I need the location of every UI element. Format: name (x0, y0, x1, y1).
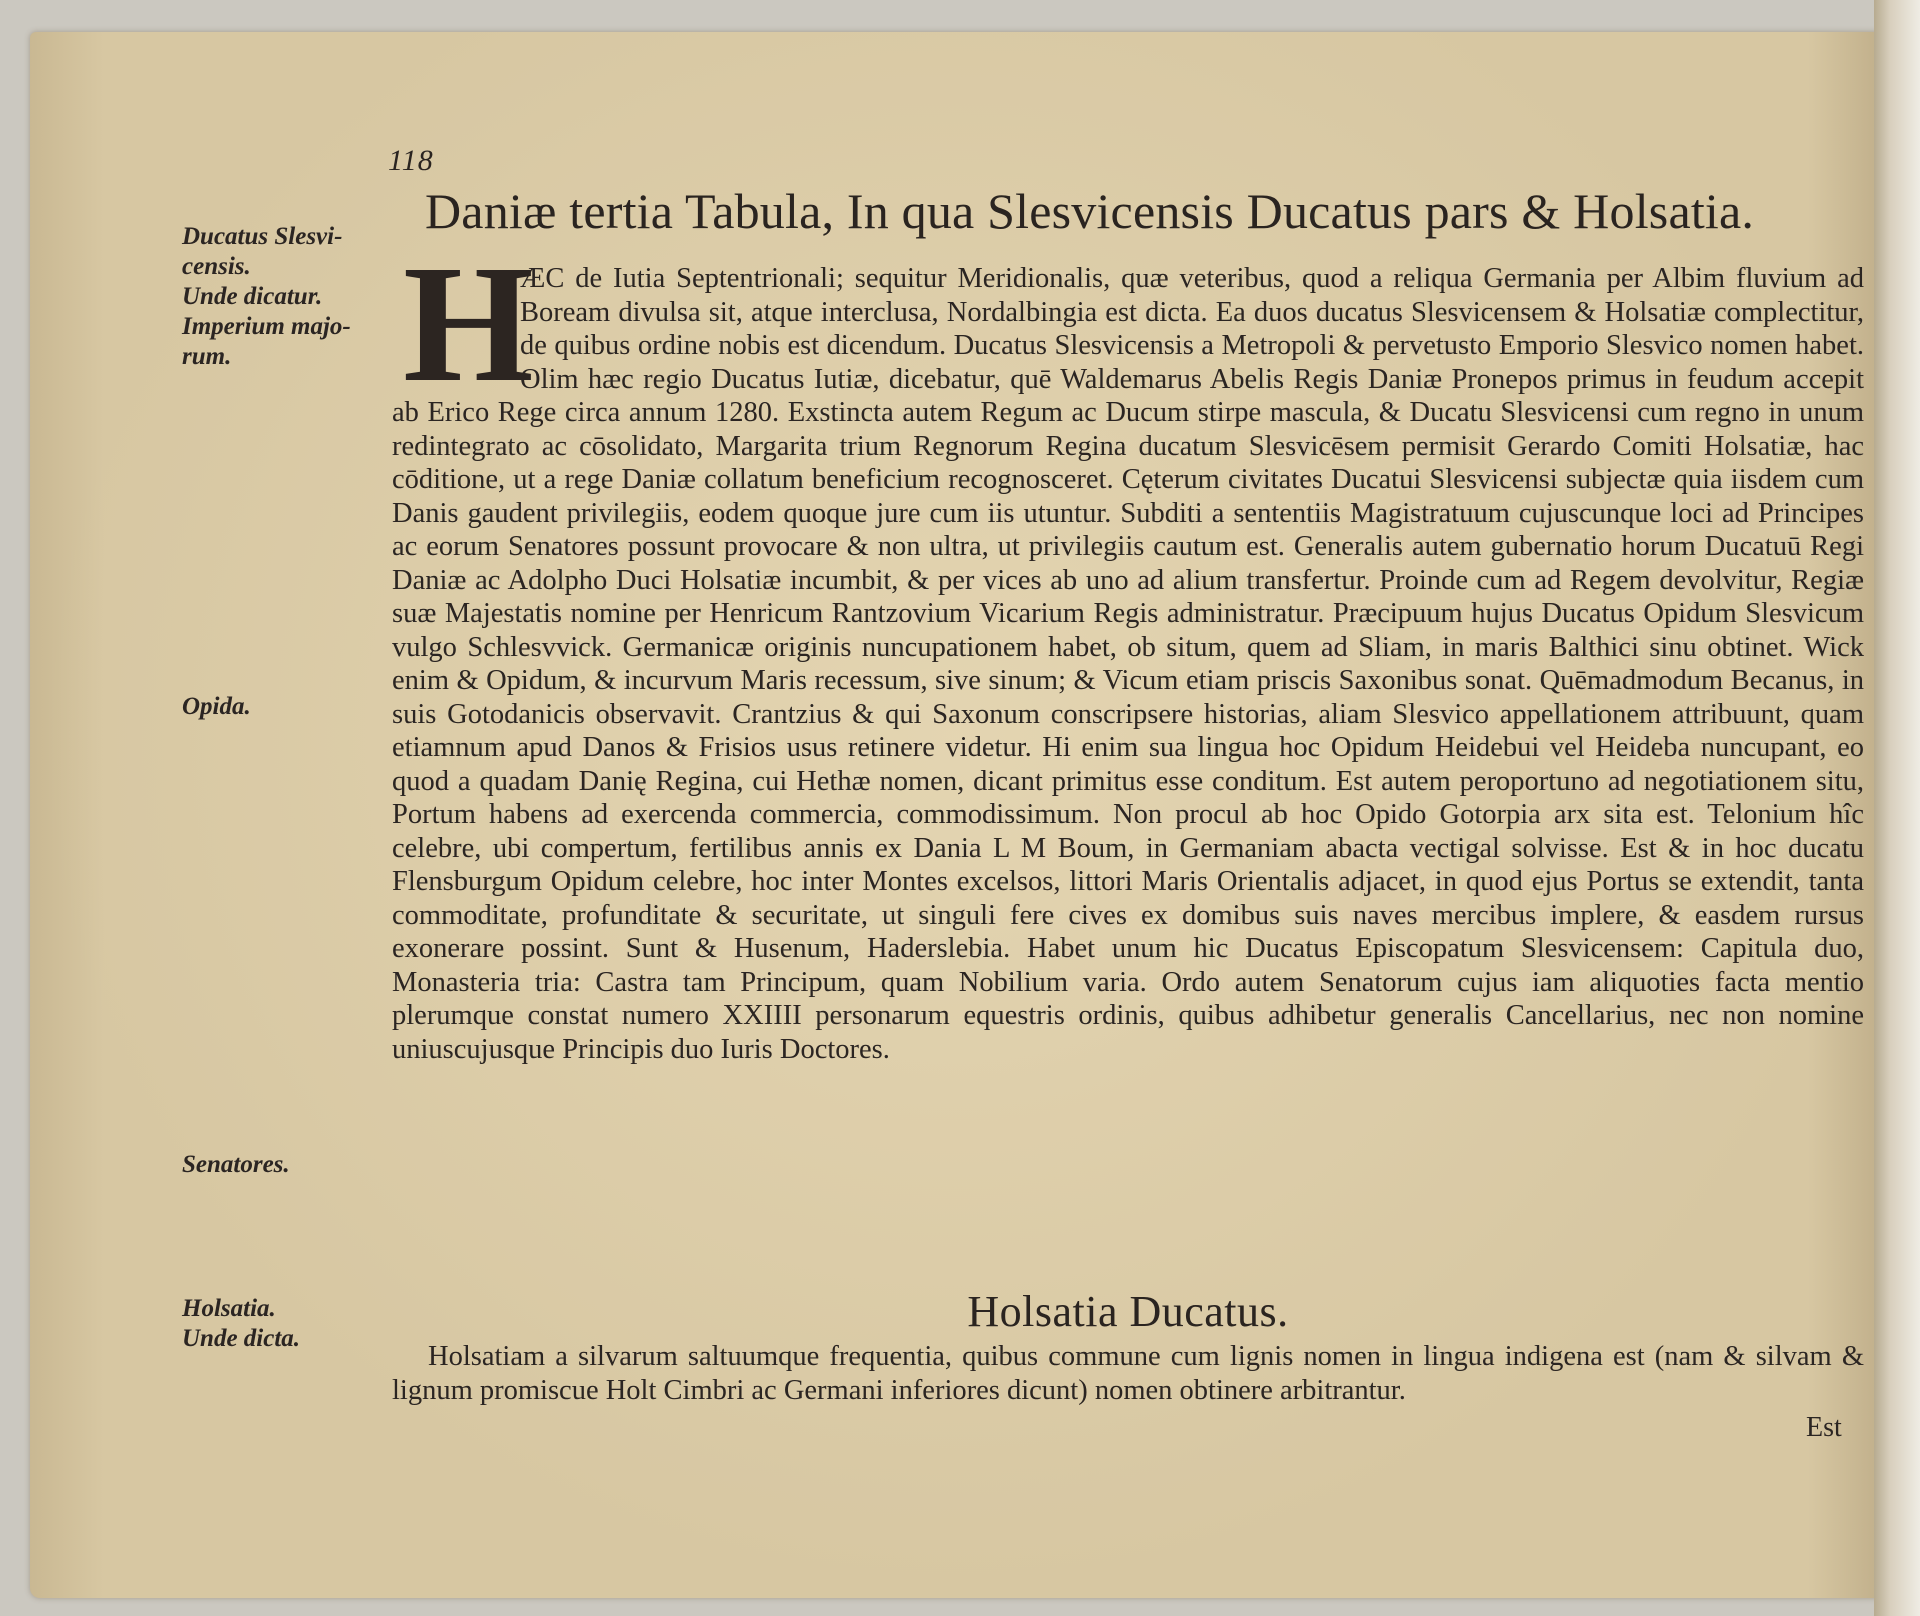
holsatia-paragraph: Holsatiam a silvarum saltuumque frequentia, quibus commune cum lignis nomen in lingua indigena est (nam & silvam & lignum promiscue Holt Cimbri ac Germani inferiores dicunt) nomen obtinere arbitrantur. (392, 1341, 1864, 1406)
margin-note-line: censis. (182, 253, 251, 280)
paragraph-text: ÆC de Iutia Septentrionali; sequitur Meridionalis, quæ veteribus, quod a reliqua Germania per Albim fluvium ad Boream divulsa sit, atque interclusa, Nordalbingia est dicta. Ea duos ducatus Slesvicensem & Holsatiæ complectitur, de quibus ordine nobis est dicendum. Ducatus Slesvicensis a Metropoli & pervetusto Emporio Slesvico nomen habet. Olim hæc regio Ducatus Iutiæ, dicebatur, quē Waldemarus Abelis Regis Daniæ Pronepos primus in feudum accepit ab Erico Rege circa annum 1280. Exstincta autem Regum ac Ducum stirpe mascula, & Ducatu Slesvicensi cum regno in unum redintegrato ac cōsolidato, Margarita trium Regnorum Regina ducatum Slesvicēsem permisit Gerardo Comiti Holsatiæ, hac cōditione, ut a rege Daniæ collatum beneficium recognosceret. Cęterum civitates Ducatui Slesvicensi subjectæ quia iisdem cum Danis gaudent privilegiis, eodem quoque jure cum iis utuntur. Subditi a sententiis Magistratuum cujuscunque loci ad Principes ac eorum Senatores possunt provocare & non ultra, ut privilegiis cautum est. Generalis autem gubernatio horum Ducatuū Regi Daniæ ac Adolpho Duci Holsatiæ incumbit, & per vices ab uno ad alium transfertur. Proinde cum ad Regem devolvitur, Regiæ suæ Majestatis nomine per Henricum Rantzovium Vicarium Regis administratur. Præcipuum hujus Ducatus Opidum Slesvicum vulgo Schlesvvick. Germanicæ originis nuncupationem habet, ob situm, quem ad Sliam, in maris Balthici sinu obtinet. Wick enim & Opidum, & incurvum Maris recessum, sive sinum; & Vicum etiam priscis Saxonibus sonat. Quēmadmodum Becanus, in suis Gotodanicis observavit. Crantzius & qui Saxonum conscripsere historias, aliam Slesvico appellationem attribuunt, quam etiamnum apud Danos & Frisios usus retinere videtur. Hi enim sua lingua hoc Opidum Heidebui vel Heideba nuncupant, eo quod a quadam Danię Regina, cui Hethæ nomen, dicant primitus esse conditum. Est autem peroportuno ad negotiationem situ, Portum habens ad exercenda commercia, commodissimum. Non procul ab hoc Opido Gotorpia arx sita est. Telonium hîc celebre, ubi compertum, fertilibus annis ex Dania L M Boum, in Germaniam abacta vectigal solvisse. Est & in hoc ducatu Flensburgum Opidum celebre, hoc inter Montes excelsos, littori Maris Orientalis adjacet, in quod ejus Portus se extendit, tanta commoditate, profunditate & securitate, ut singuli fere cives ex domibus suis naves mercibus implere, & easdem rursus exonerare possint. Sunt & Husenum, Haderslebia. Habet unum hic Ducatus Episcopatum Slesvicensem: Capitula duo, Monasteria tria: Castra tam Principum, quam Nobilium varia. Ordo autem Senatorum cujus iam aliquoties facta mentio plerumque constat numero XXIIII personarum equestris ordinis, quibus adhibetur generalis Cancellarius, nec non nomine uniuscujusque Principis duo Iuris Doctores. (392, 263, 1864, 1065)
margin-note-line: Opida. (182, 693, 251, 720)
page-title: Daniæ tertia Tabula, In qua Slesvicensis Ducatus pars & Holsatia. (425, 183, 1755, 239)
margin-note-line: Imperium majo- (182, 313, 351, 340)
margin-note-ducatus (182, 222, 387, 372)
main-paragraph (392, 262, 1864, 1066)
section-heading: Holsatia Ducatus. (967, 1287, 1289, 1336)
book-binding-edge (1874, 0, 1920, 1616)
book-page (30, 32, 1882, 1598)
catchword: Est (1806, 1412, 1842, 1443)
margin-note-opida (182, 692, 387, 722)
page-number: 118 (388, 144, 434, 177)
margin-note-holsatia (182, 1294, 387, 1354)
margin-note-line: Ducatus Slesvi- (182, 223, 343, 250)
margin-note-line: rum. (182, 343, 232, 370)
margin-note-line: Unde dicatur. (182, 283, 323, 310)
drop-cap-letter: H (403, 231, 534, 417)
margin-note-line: Holsatia. (182, 1295, 276, 1322)
margin-note-senatores (182, 1150, 387, 1180)
margin-note-line: Senatores. (182, 1151, 290, 1178)
margin-note-line: Unde dicta. (182, 1325, 301, 1352)
